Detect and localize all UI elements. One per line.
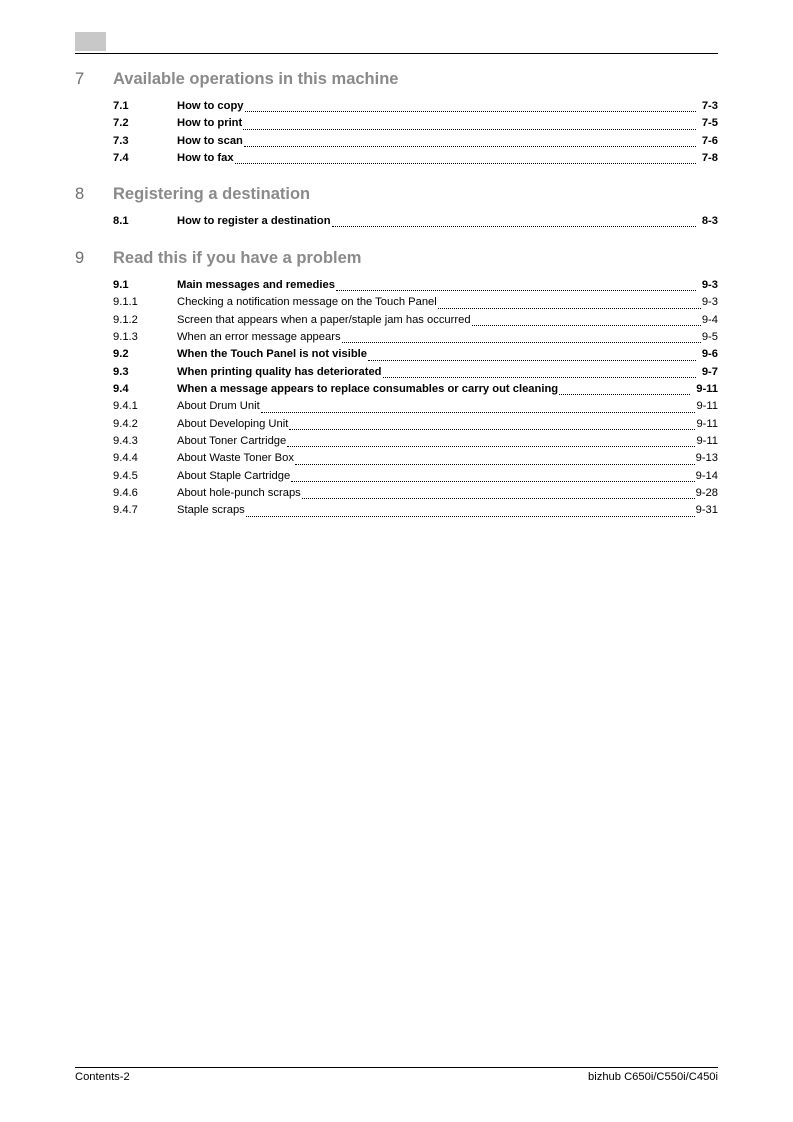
toc-entry-page: 9-3 (701, 296, 718, 309)
toc-entry-list (75, 279, 718, 522)
toc-entry[interactable] (75, 470, 718, 487)
dot-leader (246, 516, 695, 517)
toc-entry[interactable] (75, 418, 718, 435)
dot-leader (287, 446, 695, 447)
toc-entry[interactable] (75, 348, 718, 365)
dot-leader (302, 498, 695, 499)
toc-entry-page: 9-11 (696, 417, 718, 430)
toc-entry-number: 9.4.2 (113, 417, 138, 430)
dot-leader (243, 129, 696, 130)
toc-entry-title: About Toner Cartridge (177, 435, 287, 448)
dot-leader (383, 377, 696, 378)
toc-entry[interactable] (75, 504, 718, 521)
toc-entry[interactable] (75, 366, 718, 383)
toc-entry-title: About Waste Toner Box (177, 452, 294, 465)
toc-entry-number: 9.4.7 (113, 504, 138, 517)
toc-entry[interactable] (75, 100, 718, 117)
dot-leader (368, 360, 696, 361)
chapter-section (75, 185, 718, 232)
toc-entry-page: 9-31 (695, 504, 718, 517)
toc-entry-list (75, 100, 718, 169)
toc-entry[interactable] (75, 135, 718, 152)
toc-entry-title: When an error message appears (177, 331, 341, 344)
toc-entry-page: 9-5 (701, 331, 718, 344)
dot-leader (342, 342, 701, 343)
toc-entry-title: When printing quality has deteriorated (177, 365, 382, 378)
dot-leader (559, 394, 690, 395)
dot-leader (332, 226, 696, 227)
toc-entry-number: 9.1 (113, 279, 129, 291)
toc-entry-page: 9-3 (701, 279, 718, 291)
toc-entry-number: 9.4 (113, 383, 129, 396)
toc-entry-page: 9-11 (696, 383, 718, 396)
toc-entry-title: Checking a notification message on the Touch Panel (177, 296, 437, 309)
toc-entry-number: 7.1 (113, 100, 129, 112)
toc-entry-title: About Developing Unit (177, 417, 289, 430)
toc-entry-page: 7-3 (701, 100, 718, 112)
toc-entry-page: 9-14 (695, 469, 718, 482)
toc-entry-title: How to fax (177, 152, 234, 165)
toc-entry-title: When a message appears to replace consumables or carry out cleaning (177, 383, 559, 396)
dot-leader (235, 163, 696, 164)
toc-entry-page: 9-4 (701, 313, 718, 326)
toc-entry-list (75, 215, 718, 232)
toc-entry[interactable] (75, 435, 718, 452)
toc-entry[interactable] (75, 331, 718, 348)
dot-leader (295, 464, 695, 465)
toc-entry-page: 9-13 (695, 452, 718, 465)
toc-entry-number: 9.4.3 (113, 435, 138, 448)
header-rule (75, 53, 718, 54)
chapter-number: 7 (75, 70, 85, 88)
toc-entry-number: 8.1 (113, 215, 129, 227)
toc-entry-title: How to scan (177, 134, 243, 147)
toc-entry-page: 7-6 (701, 134, 718, 147)
toc-entry-title: About Staple Cartridge (177, 469, 291, 482)
toc-entry-number: 7.2 (113, 117, 129, 130)
chapter-number: 9 (75, 249, 85, 267)
toc-entry-page: 9-6 (701, 348, 718, 361)
toc-entry[interactable] (75, 152, 718, 169)
toc-entry-number: 9.2 (113, 348, 129, 361)
chapter-heading[interactable] (75, 70, 718, 92)
toc-entry-number: 9.1.2 (113, 313, 138, 326)
toc-entry-number: 9.4.6 (113, 487, 138, 500)
toc-entry-page: 9-11 (696, 435, 718, 448)
toc-entry-number: 9.1.3 (113, 331, 138, 344)
toc-entry-page: 7-8 (701, 152, 718, 165)
toc-entry-number: 7.3 (113, 134, 129, 147)
dot-leader (244, 146, 696, 147)
toc-entry[interactable] (75, 314, 718, 331)
toc-entry-title: How to register a destination (177, 215, 331, 227)
chapter-title: Registering a destination (113, 185, 311, 203)
toc-entry-page: 9-11 (696, 400, 718, 413)
toc-entry[interactable] (75, 400, 718, 417)
header-tab-block (75, 32, 106, 51)
footer-product-name: bizhub C650i/C550i/C450i (588, 1071, 718, 1083)
chapter-section (75, 249, 718, 522)
toc-entry-title: When the Touch Panel is not visible (177, 348, 368, 361)
chapter-title: Read this if you have a problem (113, 249, 362, 267)
chapter-number: 8 (75, 185, 85, 203)
toc-entry-page: 7-5 (701, 117, 718, 130)
toc-entry[interactable] (75, 487, 718, 504)
dot-leader (472, 325, 701, 326)
toc-entry-title: About Drum Unit (177, 400, 260, 413)
toc-entry-number: 7.4 (113, 152, 129, 165)
toc-entry-number: 9.1.1 (113, 296, 138, 309)
toc-entry-page: 8-3 (701, 215, 718, 227)
toc-entry[interactable] (75, 215, 718, 232)
dot-leader (438, 308, 701, 309)
dot-leader (245, 111, 696, 112)
footer-rule (75, 1067, 718, 1068)
toc-entry-title: About hole-punch scraps (177, 487, 301, 500)
toc-entry-number: 9.4.5 (113, 469, 138, 482)
toc-entry-title: Screen that appears when a paper/staple jam has occurred (177, 313, 471, 326)
toc-entry-page: 9-7 (701, 365, 718, 378)
chapter-heading[interactable] (75, 249, 718, 271)
toc-entry[interactable] (75, 279, 718, 296)
toc-entry-number: 9.4.4 (113, 452, 138, 465)
toc-entry-title: How to copy (177, 100, 244, 112)
dot-leader (291, 481, 694, 482)
toc-entry[interactable] (75, 452, 718, 469)
chapter-heading[interactable] (75, 185, 718, 207)
dot-leader (336, 290, 696, 291)
toc-entry[interactable] (75, 117, 718, 134)
dot-leader (289, 429, 695, 430)
chapter-section (75, 70, 718, 169)
toc-entry-number: 9.4.1 (113, 400, 138, 413)
toc-entry-page: 9-28 (695, 487, 718, 500)
toc-entry-title: Staple scraps (177, 504, 245, 517)
toc-entry-title: How to print (177, 117, 243, 130)
toc-entry[interactable] (75, 383, 718, 400)
toc-entry-title: Main messages and remedies (177, 279, 335, 291)
toc-entry-number: 9.3 (113, 365, 129, 378)
footer-page-label: Contents-2 (75, 1071, 130, 1083)
chapter-title: Available operations in this machine (113, 70, 399, 88)
toc-entry[interactable] (75, 296, 718, 313)
dot-leader (261, 412, 696, 413)
